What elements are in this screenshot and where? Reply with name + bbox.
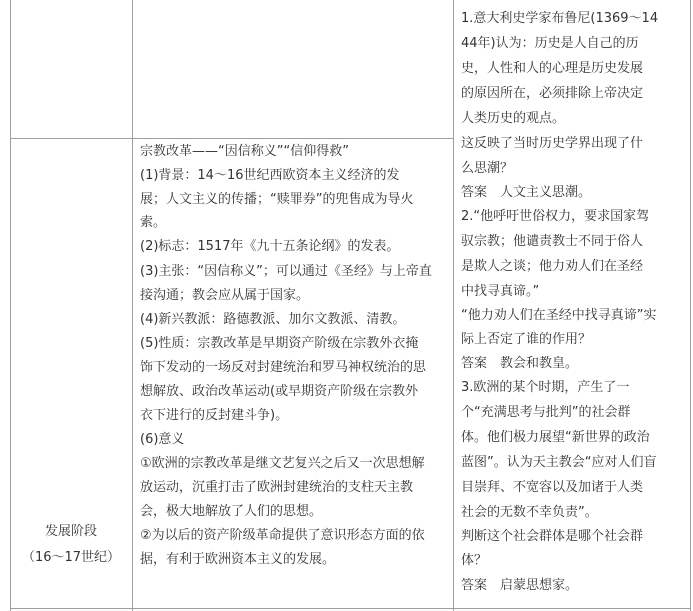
question-line: 史，人性和人的心理是历史发展 [461, 61, 644, 76]
content-line: 会，极大地解放了人们的思想。 [140, 504, 323, 519]
content-line: ②为以后的资产阶级革命提供了意识形态方面的依 [140, 528, 425, 543]
content-line: 接沟通；教会应从属于国家。 [140, 288, 310, 303]
stage-period: （16～17世纪） [21, 550, 121, 565]
column-divider-1 [132, 0, 133, 611]
answer-line: 答案 人文主义思潮。 [461, 185, 592, 200]
question-line: 这反映了当时历史学界出现了什 [461, 136, 644, 151]
content-line: 展；人文主义的传播；“赎罪券”的兜售成为导火 [140, 192, 414, 207]
question-line: 体？ [461, 553, 488, 568]
content-line: ①欧洲的宗教改革是继文艺复兴之后又一次思想解 [140, 456, 425, 471]
question-line: 是欺人之谈；他力劝人们在圣经 [461, 259, 644, 274]
content-line: (5)性质：宗教改革是早期资产阶级在宗教外衣掩 [140, 336, 419, 351]
question-line: 际上否定了谁的作用？ [461, 332, 592, 347]
question-line: 人类历史的观点。 [461, 111, 566, 126]
content-line: 衣下进行的反封建斗争)。 [140, 408, 289, 423]
row-divider [10, 138, 454, 139]
stage-label: 发展阶段 [44, 524, 97, 539]
content-line: (2)标志：1517年《九十五条论纲》的发表。 [140, 239, 400, 254]
content-line: (6)意义 [140, 432, 185, 447]
question-line: 体。他们极力展望“新世界的政治 [461, 430, 650, 445]
content-line: (3)主张：“因信称义”；可以通过《圣经》与上帝直 [140, 264, 432, 279]
content-line: (1)背景：14～16世纪西欧资本主义经济的发 [140, 168, 400, 183]
question-line: 中找寻真谛。” [461, 284, 540, 299]
question-line: 判断这个社会群体是哪个社会群 [461, 529, 644, 544]
question-line: 3.欧洲的某个时期，产生了一 [461, 380, 630, 395]
question-line: 蓝图”。认为天主教会“应对人们盲 [461, 455, 657, 470]
question-line: 44年)认为：历史是人自己的历 [461, 36, 639, 51]
question-line: “他力劝人们在圣经中找寻真谛”实 [461, 308, 657, 323]
question-line: 社会的无数不幸负责”。 [461, 505, 598, 520]
question-line: 1.意大利史学家布鲁尼(1369～14 [461, 11, 659, 26]
content-line: 据，有利于欧洲资本主义的发展。 [140, 552, 336, 567]
content-line: 想解放、政治改革运动(或早期资产阶级在宗教外 [140, 384, 419, 399]
table-border-bottom [10, 608, 691, 609]
content-line: 放运动，沉重打击了欧洲封建统治的支柱天主教 [140, 480, 414, 495]
table-border-right [690, 0, 691, 611]
question-line: 个“充满思考与批判”的社会群 [461, 405, 631, 420]
content-line: (4)新兴教派：路德教派、加尔文教派、清教。 [140, 312, 406, 327]
answer-line: 答案 启蒙思想家。 [461, 578, 579, 593]
history-table [10, 0, 691, 611]
question-line: 2.“他呼吁世俗权力，要求国家驾 [461, 209, 650, 224]
question-line: 么思潮？ [461, 161, 514, 176]
question-line: 驭宗教；他谴责教士不同于俗人 [461, 234, 644, 249]
content-line: 饰下发动的一场反对封建统治和罗马神权统治的思 [140, 360, 427, 375]
table-border-left [10, 0, 11, 611]
answer-line: 答案 教会和教皇。 [461, 356, 579, 371]
content-line: 宗教改革——“因信称义”“信仰得救” [140, 144, 349, 159]
question-line: 目崇拜、不宽容以及加诸于人类 [461, 480, 644, 495]
question-line: 的原因所在，必须排除上帝决定 [461, 86, 644, 101]
column-divider-2 [453, 0, 454, 611]
content-line: 索。 [140, 215, 167, 230]
